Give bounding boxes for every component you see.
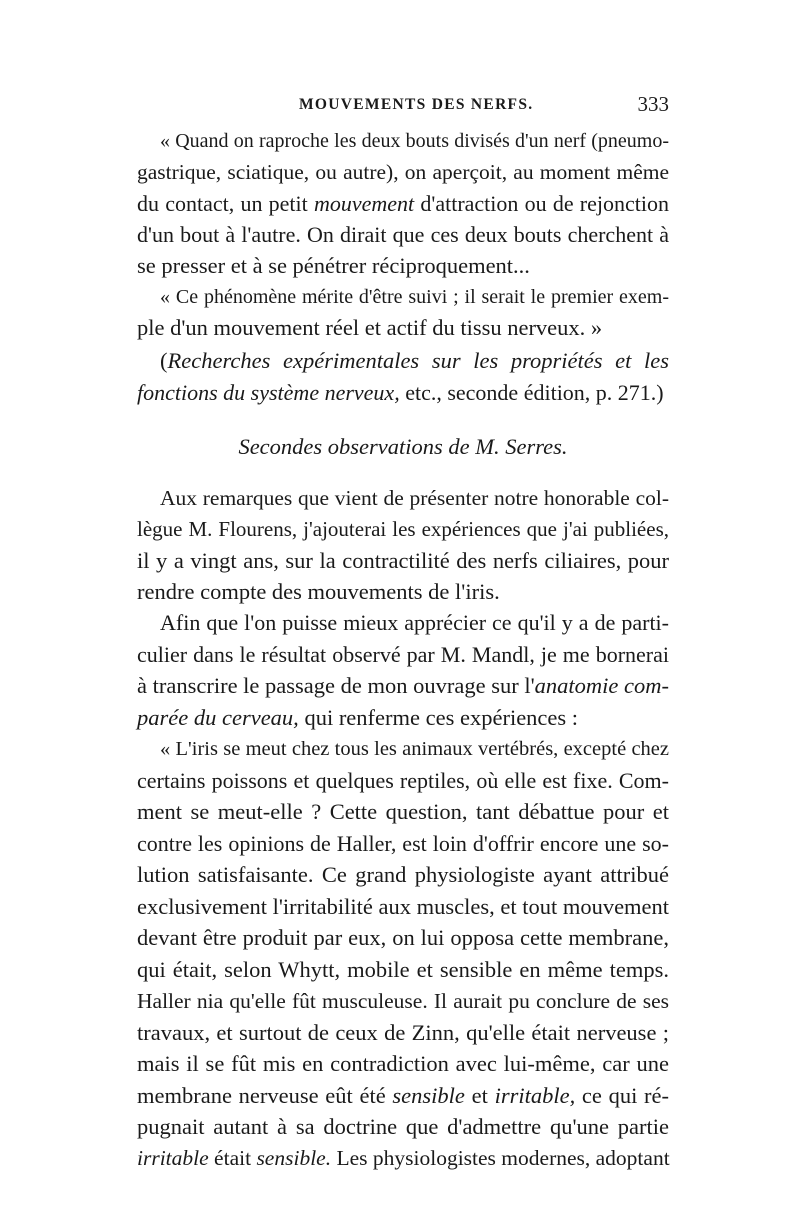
text-line: du contact, un petit mouvement d'attraction ou de rejonction <box>137 191 669 216</box>
text-line: Haller nia qu'elle fût musculeuse. Il aurait pu conclure de ses <box>137 989 669 1013</box>
text-line: parée du cerveau, qui renferme ces expériences : <box>137 705 579 730</box>
text-line: pugnait autant à sa doctrine que d'admettre qu'une partie <box>137 1114 669 1139</box>
italic-term: mouvement <box>313 191 415 216</box>
text-line: gastrique, sciatique, ou autre), on aperçoit, au moment même <box>137 160 669 184</box>
text-line: culier dans le résultat observé par M. Mandl, je me bornerai <box>137 642 669 667</box>
text-line: il y a vingt ans, sur la contractilité des nerfs ciliaires, pour <box>137 548 669 573</box>
text-line: exclusivement l'irritabilité aux muscles, et tout mouvement <box>137 894 670 919</box>
running-head: MOUVEMENTS DES NERFS. <box>299 96 534 113</box>
text-line: lègue M. Flourens, j'ajouterai les expériences que j'ai publiées, <box>137 517 669 541</box>
text-line: devant être produit par eux, on lui opposa cette membrane, <box>137 925 669 950</box>
text-line: travaux, et surtout de ceux de Zinn, qu'elle était nerveuse ; <box>137 1020 669 1045</box>
text-line: Aux remarques que vient de présenter notre honorable col- <box>160 486 669 510</box>
text-line: se presser et à se pénétrer réciproquement... <box>137 253 530 278</box>
text-line: Afin que l'on puisse mieux apprécier ce qu'il y a de parti- <box>160 610 669 635</box>
text-line: ple d'un mouvement réel et actif du tissu nerveux. » <box>137 315 603 340</box>
text-line: à transcrire le passage de mon ouvrage sur l'anatomie com- <box>137 673 669 698</box>
text-line: d'un bout à l'autre. On dirait que ces deux bouts cherchent à <box>137 222 669 247</box>
page-number: 333 <box>637 92 669 116</box>
text-line: « Ce phénomène mérite d'être suivi ; il serait le premier exem- <box>160 286 669 308</box>
text-line: « Quand on raproche les deux bouts divisés d'un nerf (pneumo- <box>160 130 669 152</box>
section-heading: Secondes observations de M. Serres. <box>238 434 568 459</box>
text-line: contre les opinions de Haller, est loin d'offrir encore une so- <box>137 831 669 856</box>
text-line: rendre compte des mouvements de l'iris. <box>137 579 500 604</box>
text-line: certains poissons et quelques reptiles, où elle est fixe. Com- <box>137 768 669 793</box>
citation-line: fonctions du système nerveux, etc., seconde édition, p. 271.) <box>137 380 664 405</box>
page-header <box>137 92 669 120</box>
text-line: irritable était sensible. Les physiologistes modernes, adoptant <box>137 1146 670 1170</box>
text-line: membrane nerveuse eût été sensible et irritable, ce qui ré- <box>137 1083 669 1108</box>
text-line: ment se meut-elle ? Cette question, tant débattue pour et <box>137 799 669 824</box>
text-line: qui était, selon Whytt, mobile et sensible en même temps. <box>137 957 669 982</box>
text-line: « L'iris se meut chez tous les animaux vertébrés, excepté chez <box>160 738 669 760</box>
text-line: lution satisfaisante. Ce grand physiologiste ayant attribué <box>137 862 669 887</box>
citation-line: (Recherches expérimentales sur les propriétés et les <box>160 348 669 373</box>
text-line: mais il se fût mis en contradiction avec lui-même, car une <box>137 1051 669 1076</box>
